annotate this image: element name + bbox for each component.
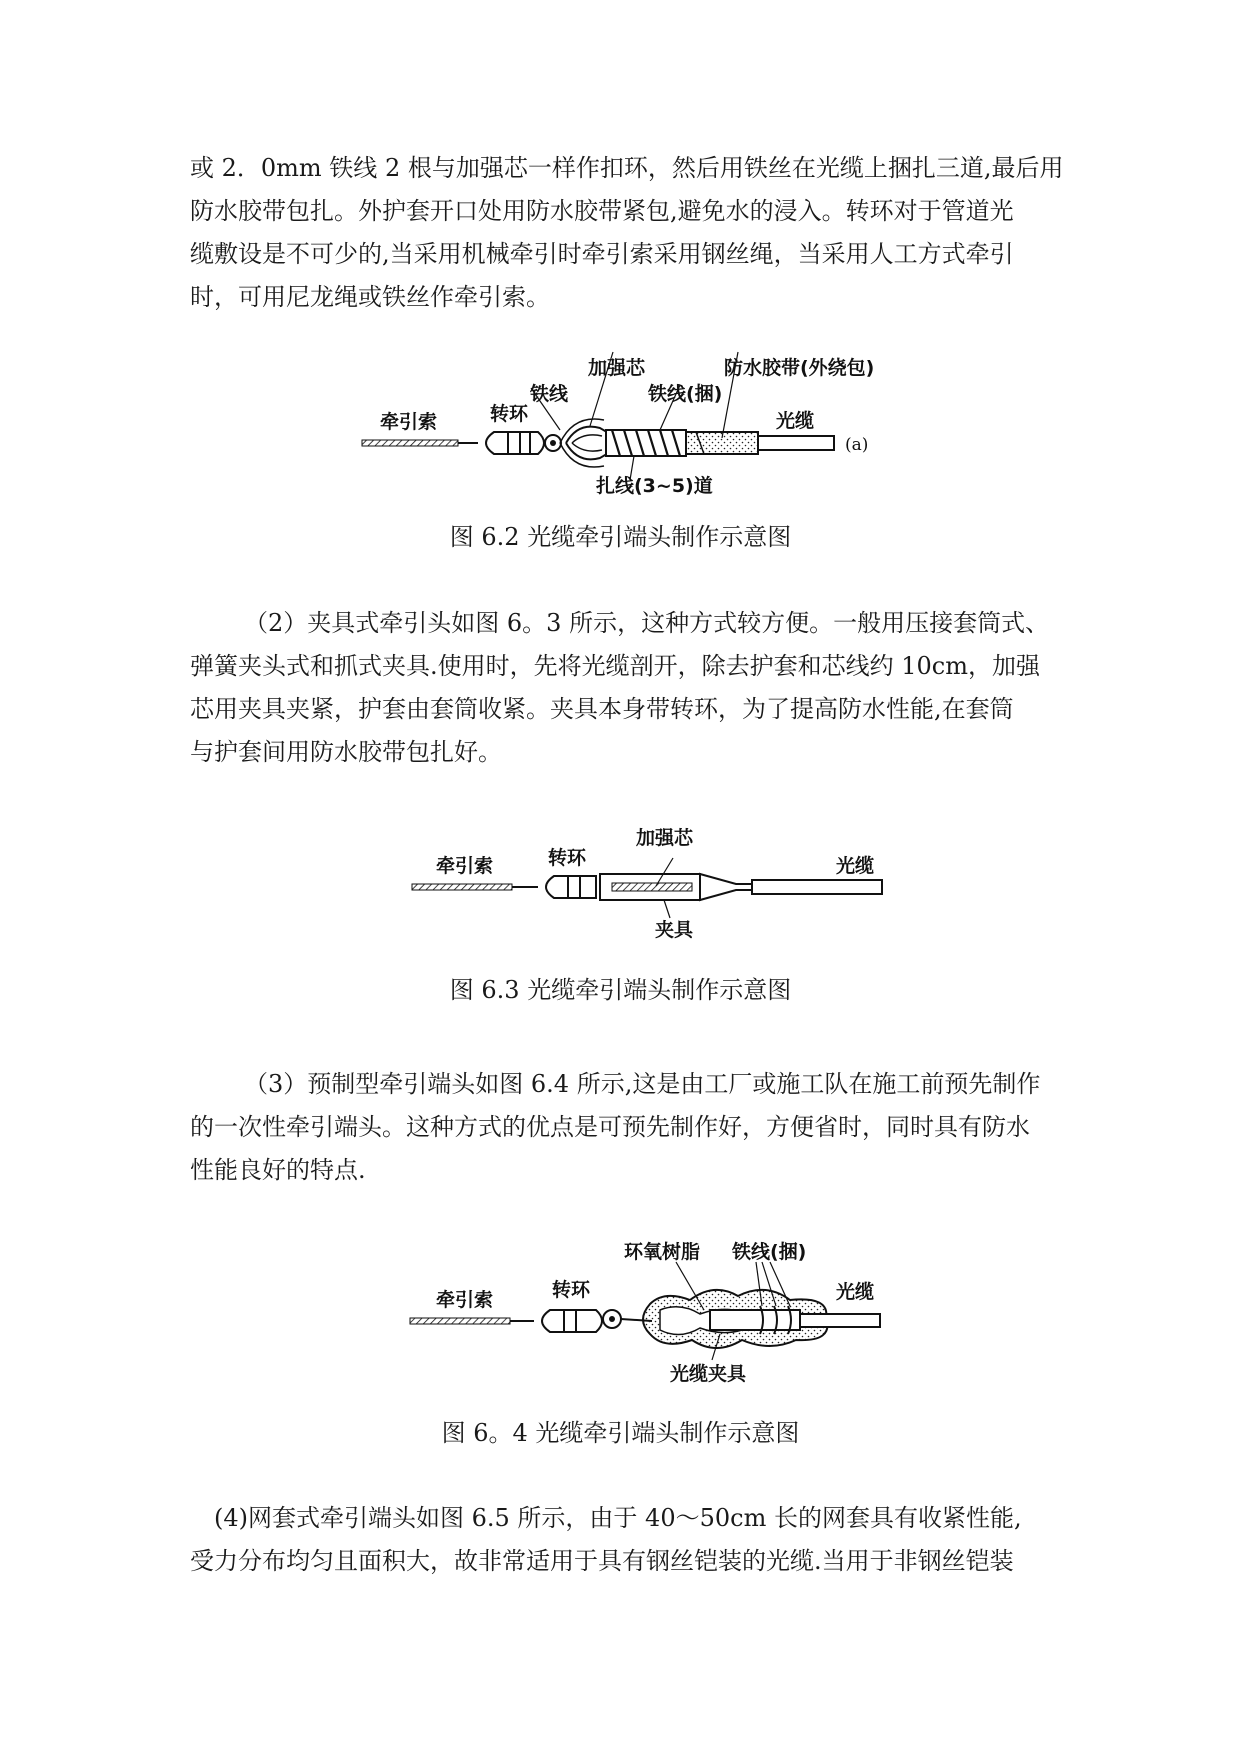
text-line: 防水胶带包扎。外护套开口处用防水胶带紧包,避免水的浸入。转环对于管道光 bbox=[190, 197, 1014, 225]
text-line: (4)网套式牵引端头如图 6.5 所示，由于 40～50cm 长的网套具有收紧性能, bbox=[214, 1504, 1022, 1532]
label-cable-clamp: 光缆夹具 bbox=[670, 1363, 747, 1385]
label-tape: 防水胶带(外绕包) bbox=[724, 357, 875, 379]
text-line: 性能良好的特点. bbox=[190, 1156, 366, 1184]
label-swivel: 转环 bbox=[490, 403, 529, 425]
paragraph-4 bbox=[190, 1497, 1060, 1583]
text-line: 弹簧夹头式和抓式夹具.使用时，先将光缆剖开，除去护套和芯线约 10cm，加强 bbox=[190, 652, 1040, 680]
label-strength-core: 加强芯 bbox=[636, 827, 694, 849]
label-pull-rope: 牵引索 bbox=[380, 411, 438, 433]
label-ties: 扎线(3~5)道 bbox=[596, 475, 713, 497]
text-line: （2）夹具式牵引头如图 6。3 所示，这种方式较方便。一般用压接套筒式、 bbox=[244, 609, 1050, 637]
label-cable: 光缆 bbox=[776, 410, 815, 432]
text-line: 缆敷设是不可少的,当采用机械牵引时牵引索采用钢丝绳，当采用人工方式牵引 bbox=[190, 240, 1014, 268]
pull-rope bbox=[410, 1318, 510, 1324]
label-epoxy: 环氧树脂 bbox=[624, 1241, 701, 1263]
label-iron-wire: 铁线 bbox=[530, 383, 569, 405]
label-clamp: 夹具 bbox=[655, 919, 694, 941]
cable-clamp bbox=[710, 1306, 800, 1334]
text-line: 时，可用尼龙绳或铁丝作牵引索。 bbox=[190, 283, 550, 311]
text-line: 的一次性牵引端头。这种方式的优点是可预先制作好，方便省时，同时具有防水 bbox=[190, 1113, 1030, 1141]
label-swivel: 转环 bbox=[548, 847, 587, 869]
fiber-cable bbox=[800, 1314, 880, 1327]
label-pull-rope: 牵引索 bbox=[436, 1289, 494, 1311]
label-pull-rope: 牵引索 bbox=[436, 855, 494, 877]
text-line: 或 2．0mm 铁线 2 根与加强芯一样作扣环，然后用铁丝在光缆上捆扎三道,最后用 bbox=[190, 154, 1064, 182]
label-iron-wire-bind: 铁线(捆) bbox=[648, 383, 723, 405]
text-line: 与护套间用防水胶带包扎好。 bbox=[190, 738, 502, 766]
text-line: 芯用夹具夹紧，护套由套筒收紧。夹具本身带转环，为了提高防水性能,在套筒 bbox=[190, 695, 1014, 723]
figure-6-4-caption: 图 6。4 光缆牵引端头制作示意图 bbox=[441, 1419, 800, 1447]
label-variant: (a) bbox=[845, 435, 869, 455]
text-line: （3）预制型牵引端头如图 6.4 所示,这是由工厂或施工队在施工前预先制作 bbox=[244, 1070, 1041, 1098]
label-iron-wire-bind: 铁线(捆) bbox=[732, 1241, 807, 1263]
label-swivel: 转环 bbox=[552, 1279, 591, 1301]
figure-6-3-caption: 图 6.3 光缆牵引端头制作示意图 bbox=[449, 976, 792, 1004]
label-cable: 光缆 bbox=[836, 855, 875, 877]
label-strength-core: 加强芯 bbox=[588, 357, 646, 379]
swivel bbox=[542, 1310, 621, 1332]
text-line: 受力分布均匀且面积大，故非常适用于具有钢丝铠装的光缆.当用于非钢丝铠装 bbox=[190, 1547, 1014, 1575]
figure-6-2-caption: 图 6.2 光缆牵引端头制作示意图 bbox=[449, 523, 792, 551]
label-cable: 光缆 bbox=[836, 1281, 875, 1303]
